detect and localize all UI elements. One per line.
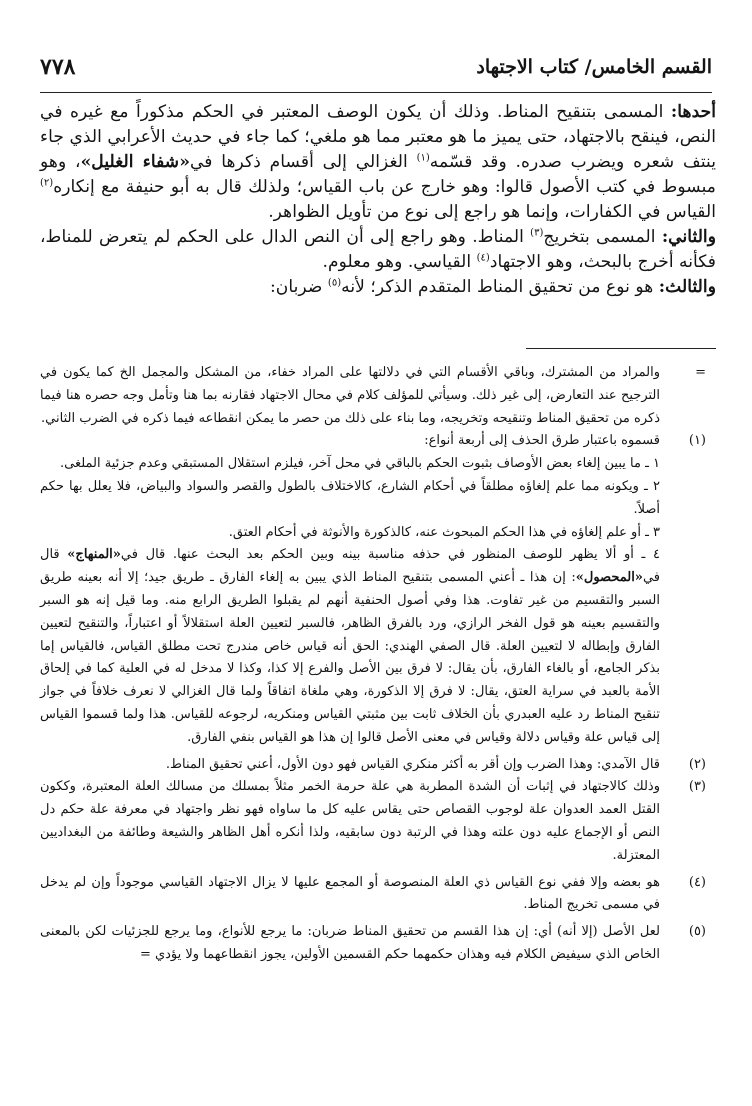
footnote-5 (40, 921, 712, 967)
footnote-1-item-2: ٢ ـ ويكونه مما علم إلغاؤه مطلقاً في أحكام الشارع، كالاختلاف بالطول والقصر والسواد والبياض، فلا يعلل بها حكم أصلاً. (40, 478, 660, 517)
footnote-ref-3[interactable]: (٣) (530, 227, 544, 239)
footnote-separator (526, 348, 716, 349)
lead-second: والثاني: (661, 227, 717, 247)
footnote-mark: = (695, 365, 706, 380)
page-header (40, 50, 712, 93)
footnote-mark: (٣) (688, 779, 706, 795)
p1-text-3: ، وهو مبسوط في كتب الأصول قالوا: وهو خارج عن باب القياس؛ ولذلك قال به أبو حنيفة مع إنكاره (40, 152, 716, 197)
p3-text-1: هو نوع من تحقيق المناط المتقدم الذكر؛ لأنه (341, 277, 659, 297)
footnote-2-text: قال الآمدي: وهذا الضرب وإن أقر به أكثر منكري القياس فهو دون الأول، أعني تحقيق المناط. (165, 756, 660, 772)
p2-text-3: القياسي. وهو معلوم. (322, 252, 477, 272)
item-4-part-a: ٤ ـ أو ألا يظهر للوصف المنظور في حذفه مناسبة بينه وبين الحكم بعد البحث عنها. قال في (120, 547, 660, 563)
running-title: القسم الخامس/ كتاب الاجتهاد (476, 56, 712, 78)
footnote-mark: (١) (688, 433, 706, 449)
main-text (40, 100, 716, 300)
footnote-4-text: هو بعضه وإلا ففي نوع القياس ذي العلة المنصوصة أو المجمع عليها لا يزال الاجتهاد القياسي موجوداً وإن لم يدخل في مسمى تخريج المناط. (40, 874, 660, 913)
footnote-ref-1[interactable]: (١) (416, 152, 430, 164)
p1-text-4: القياس في الكفارات، وإنما هو راجع إلى نوع من تأويل الظواهر. (268, 202, 716, 222)
footnote-5-text: لعل الأصل (إلا أنه) أي: إن هذا القسم من تحقيق المناط ضربان: ما يرجع للأنواع، وما يرجع للجزئيات لكن بالمعنى الخاص الذي سيفيض الكلام فيه وهذان حكمهما حكم القسمين الأولين، يجوز انقطاعهما ولا يؤدي = (40, 924, 660, 962)
paragraph-second (40, 225, 716, 275)
footnote-1-item-3: ٣ ـ أو علم إلغاؤه في هذا الحكم المبحوث عنه، كالذكورة والأنوثة في أحكام العتق. (228, 524, 660, 540)
footnote-1-item-4 (40, 544, 660, 749)
p2-text-2: المناط. وهو راجع إلى أن النص الدال على الحكم لم يتعرض للمناط، فكأنه أخرج بالبحث، وهو الاجتهاد (40, 227, 716, 272)
footnote-mark: (٢) (688, 756, 706, 772)
p1-text-2: الغزالي إلى أقسام ذكرها في (189, 152, 417, 172)
book-title-minhaj: «المنهاج» (67, 547, 121, 563)
footnote-1-item-1: ١ ـ ما يبين إلغاء بعض الأوصاف بثبوت الحكم بالباقي في محل آخر، فيلزم استقلال المستبقي وعدم جزئية الملغى. (60, 456, 660, 472)
p2-text-1: المسمى بتخريج (543, 227, 662, 247)
footnote-2 (40, 754, 712, 777)
p3-text-2: ضربان: (269, 277, 328, 297)
p1-text-1: المسمى بتنقيح المناط. وذلك أن يكون الوصف المعتبر في الحكم مذكوراً مع غيره في النص، فينقح بالاجتهاد، حتى يميز ما هو معتبر مما هو ملغي؛ كما جاء في حديث الأعرابي الذي جاء ينتف شعره ويضرب صدره. وقد قسّمه (40, 102, 716, 172)
paragraph-third (40, 275, 716, 300)
item-4-part-b: قال في (40, 547, 660, 586)
footnote-mark: (٤) (688, 874, 706, 890)
page-number: ٧٧٨ (40, 54, 76, 80)
footnote-3-text: وذلك كالاجتهاد في إثبات أن الشدة المطربة هي علة حرمة الخمر مثلاً بمسلك من مسالك العلة المعتبرة، وككون القتل العمد العدوان علة لوجوب القصاص حتى يقاس عليه كل ما ساواه فهو نظر واجتهاد في معرفة علة حكم دل النص أو الإجماع عليه دون علته وهذا في الرتبة دون سابقيه، ولذا أنكره أهل الظاهر والشيعة وطائفة من البغداديين المعتزلة. (40, 779, 660, 863)
lead-third: والثالث: (658, 277, 716, 297)
book-title-mahsul: «المحصول» (575, 570, 643, 586)
lead-first: أحدها: (670, 102, 716, 122)
item-4-part-c: : إن هذا ـ أعني المسمى بتنقيح المناط الذي يبين به إلغاء الفارق ـ طريق جيد؛ إلا أنه بعينه طريق السبر والتقسيم من غير تفاوت. هذا وفي أصول الحنفية أنهم لم يقبلوا الطريق الرابع منه. وما قيل إنه هو السبر والتقسيم بعينه هو قول الفخر الرازي، ورد بالفرق الظاهر، فالسبر لتعيين العلة استقلالاً أو اعتباراً، والتنقيح لتعيين الفارق وإبطاله لا لتعيين العلة. قال الصفي الهندي: الحق أنه قياس خاص مندرج تحت مطلق القياس، فالقياس إما بذكر الجامع، أو بالغاء الفارق، بأن يقال: لا فرق بين الأصل والفرع إلا كذا، وكذا لا مدخل له في العلية كما في إلحاق الأمة بالعبد في سراية العتق، يقال: لا فرق إلا الذكورة، وهي ملغاة اتفاقاً ولما قال الغزالي لا نعرف خلافاً في جواز تنقيح المناط رد عليه العبدري بأن الخلاف ثابت بين مثبتي القياس ومنكريه، لرجوعه للقياس. هذا ولما قسموا القياس إلى قياس علة وقياس دلالة وقياس في معنى الأصل قالوا إن هذا هو القياس بنفي الفارق. (40, 570, 660, 745)
paragraph-first (40, 100, 716, 225)
book-title-shifa: «شفاء الغليل» (80, 152, 190, 172)
footnote-1 (40, 430, 712, 749)
footnote-mark: (٥) (688, 924, 706, 940)
footnote-ref-4[interactable]: (٤) (476, 252, 490, 264)
footnote-4 (40, 872, 712, 918)
footnote-text: والمراد من المشترك، وباقي الأقسام التي في دلالتها على المراد خفاء، من المشكل والمجمل الخ كما يكون في الترجيح عند التعارض، إلى غير ذلك. وسيأتي للمؤلف كلام في محال الاجتهاد فقارنه بما هنا وتأمل وجه حصره هنا فيما ذكره من تحقيق المناط وتنقيحه وتخريجه، وما بناء على ذلك من حصر ما يمكن انقطاعه فيما ذكره في الضرب الثاني. (40, 365, 660, 426)
footnote-ref-5[interactable]: (٥) (327, 277, 342, 289)
footnote-ref-2[interactable]: (٢) (40, 177, 54, 189)
footnotes (40, 362, 712, 967)
footnote-continued (40, 362, 712, 430)
footnote-3 (40, 776, 712, 867)
footnote-1-intro: قسموه باعتبار طرق الحذف إلى أربعة أنواع: (424, 433, 660, 449)
